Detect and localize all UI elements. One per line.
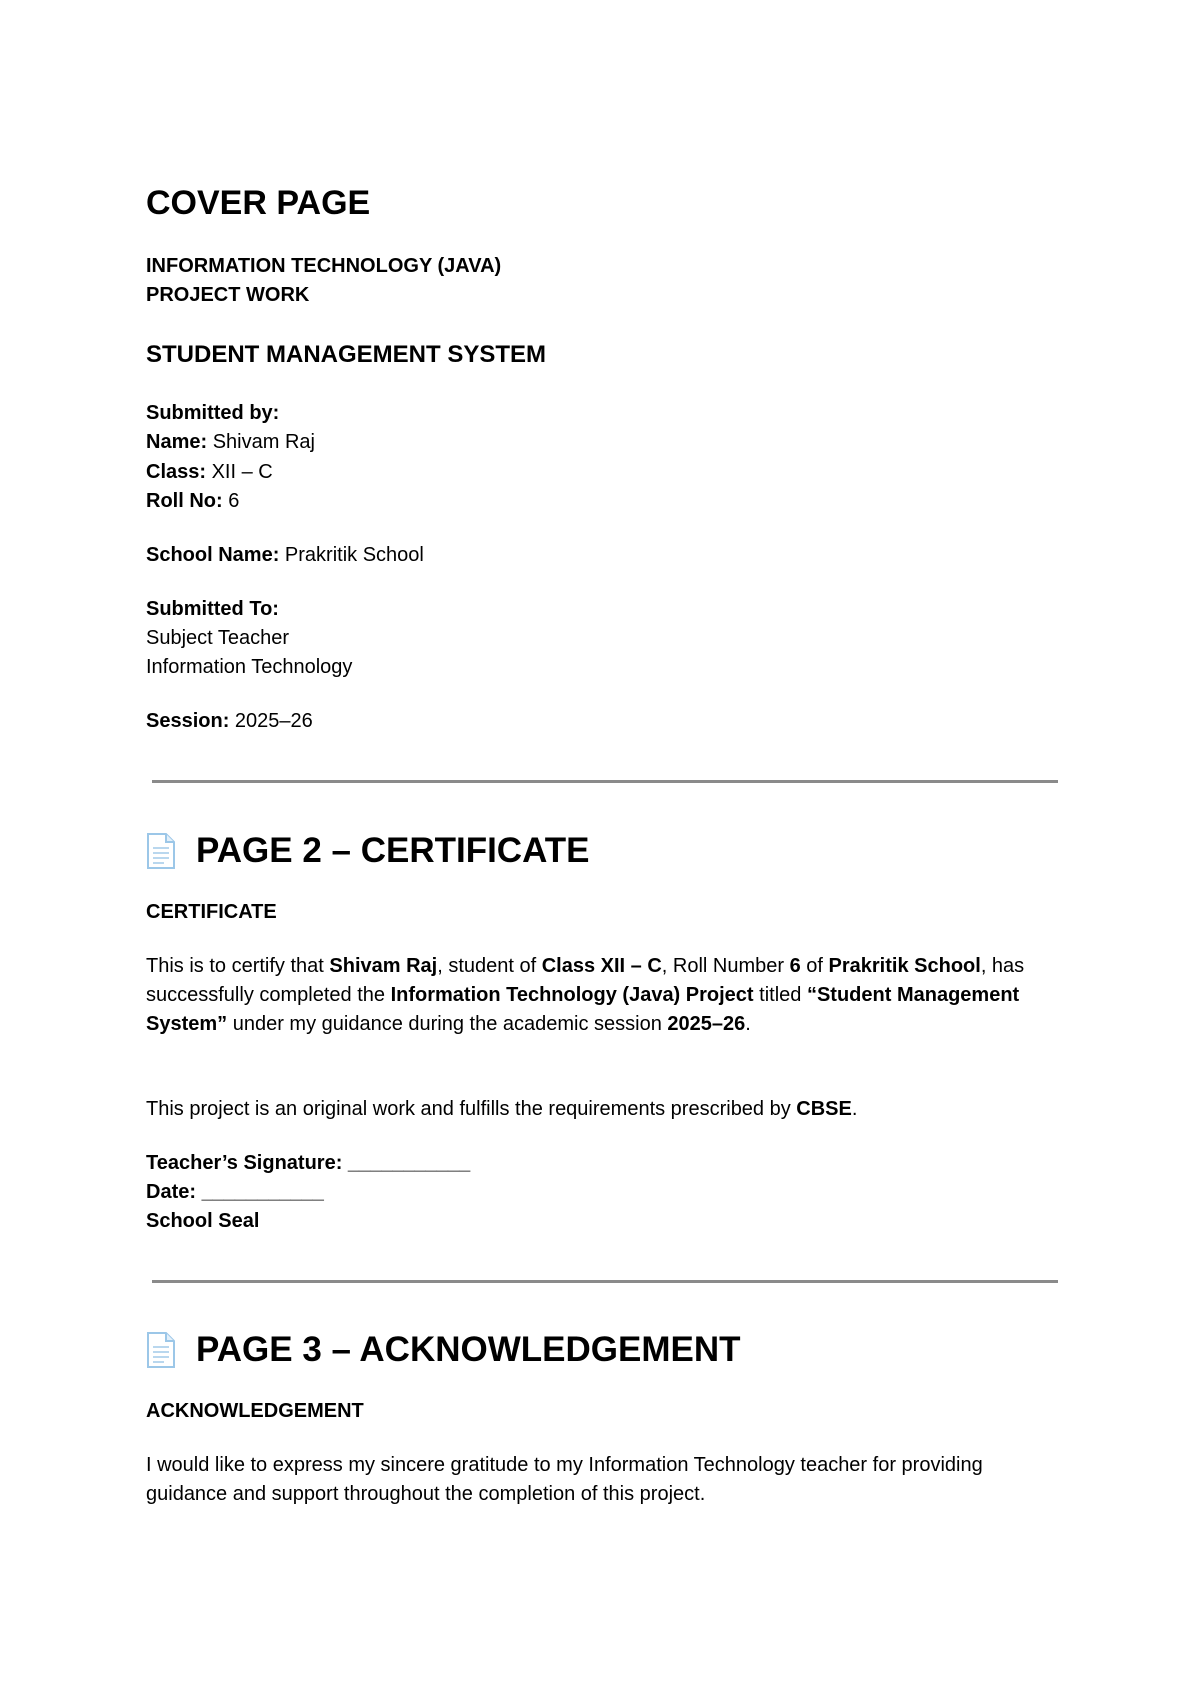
- certificate-title: CERTIFICATE: [146, 901, 277, 923]
- cert-roll: 6: [789, 955, 801, 977]
- cert-text: This project is an original work and fulfills the requirements prescribed by: [146, 1098, 797, 1120]
- name-label: Name:: [146, 431, 208, 453]
- project-title: STUDENT MANAGEMENT SYSTEM: [146, 341, 547, 368]
- acknowledgement-page-heading: [146, 1325, 740, 1375]
- acknowledgement-title: ACKNOWLEDGEMENT: [146, 1400, 364, 1422]
- section-divider: [152, 1280, 1058, 1283]
- subject-line-1: INFORMATION TECHNOLOGY (JAVA): [146, 255, 502, 277]
- cert-school: Prakritik School: [828, 955, 981, 977]
- class-line: [146, 458, 273, 487]
- cert-text: , student of: [437, 955, 542, 977]
- cert-project-title: “Student Management System”: [146, 984, 1020, 1035]
- certificate-paragraph-1: [146, 952, 1046, 1039]
- certificate-page-heading: [146, 826, 589, 876]
- cert-subject: Information Technology (Java) Project: [390, 984, 754, 1006]
- roll-line: [146, 487, 239, 516]
- session-value: 2025–26: [234, 710, 313, 732]
- submitted-by-label: Submitted by:: [146, 402, 280, 424]
- subject-line-2: PROJECT WORK: [146, 284, 310, 306]
- cert-text: titled: [753, 984, 807, 1006]
- cert-student-name: Shivam Raj: [329, 955, 438, 977]
- name-value: Shivam Raj: [212, 431, 315, 453]
- submitted-to-line-1: Subject Teacher: [146, 627, 290, 649]
- acknowledgement-page-heading-text: PAGE 3 – ACKNOWLEDGEMENT: [196, 1330, 741, 1369]
- submitted-to-line-2: Information Technology: [146, 656, 353, 678]
- session-label: Session:: [146, 710, 230, 732]
- school-value: Prakritik School: [284, 544, 424, 566]
- class-value: XII – C: [211, 461, 273, 483]
- cert-text: of: [800, 955, 829, 977]
- cert-text: , has successfully completed the: [146, 955, 1025, 1006]
- certificate-paragraph-2: [146, 1095, 1046, 1124]
- cert-board: CBSE: [796, 1098, 852, 1120]
- date-line: Date: ___________: [146, 1181, 324, 1203]
- cert-class: Class XII – C: [541, 955, 662, 977]
- school-line: [146, 541, 424, 570]
- class-label: Class:: [146, 461, 207, 483]
- section-divider: [152, 780, 1058, 783]
- teacher-signature-line: Teacher’s Signature: ___________: [146, 1152, 471, 1174]
- cover-heading: COVER PAGE: [146, 184, 371, 222]
- school-label: School Name:: [146, 544, 280, 566]
- submitted-to-label: Submitted To:: [146, 598, 279, 620]
- school-seal-line: School Seal: [146, 1210, 260, 1232]
- cert-text: .: [745, 1013, 751, 1035]
- acknowledgement-paragraph-1: I would like to express my sincere gratitude to my Information Technology teacher for providing guidance and support throughout the completion of this project.: [146, 1454, 983, 1505]
- cert-text: This is to certify that: [146, 955, 330, 977]
- document-icon: [146, 833, 176, 869]
- roll-label: Roll No:: [146, 490, 223, 512]
- certificate-page-heading-text: PAGE 2 – CERTIFICATE: [196, 831, 590, 870]
- student-name-line: [146, 428, 315, 457]
- cert-text: under my guidance during the academic session: [227, 1013, 668, 1035]
- cert-session: 2025–26: [667, 1013, 746, 1035]
- document-icon: [146, 1332, 176, 1368]
- cert-text: , Roll Number: [661, 955, 790, 977]
- roll-value: 6: [228, 490, 240, 512]
- session-line: [146, 707, 313, 736]
- cert-text: .: [851, 1098, 858, 1120]
